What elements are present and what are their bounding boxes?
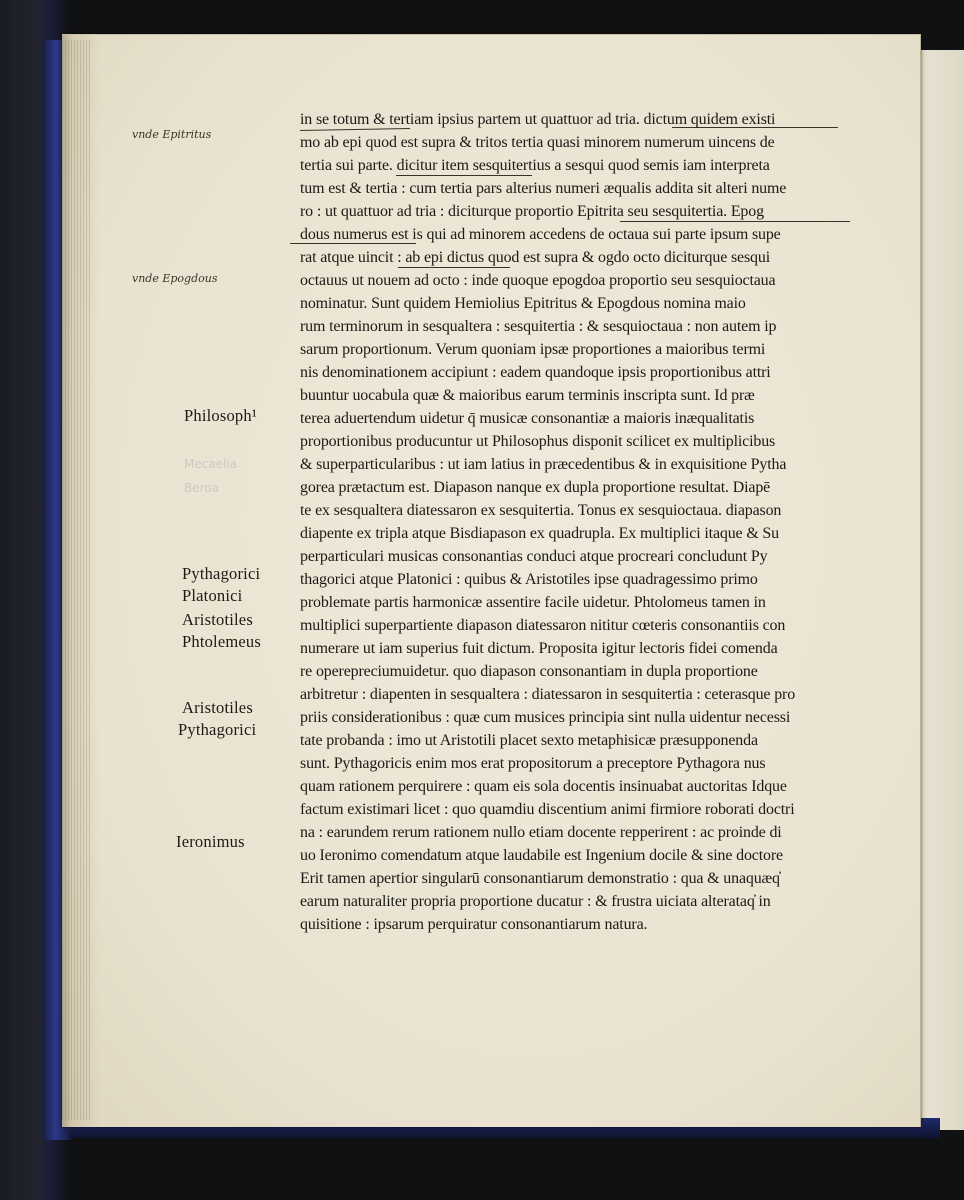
text-line: diapente ex tripla atque Bisdiapason ex quadrupla. Ex multiplici itaque & Su	[300, 524, 780, 542]
margin-name-pythagorici-2: Pythagorici	[178, 720, 257, 739]
text-line: te ex sesqualtera diatessaron ex sesquitertia. Tonus ex sesquioctaua. diapason	[300, 501, 782, 519]
text-line: multiplici superpartiente diapason diatessaron nititur cœteris consonantiis con	[300, 616, 786, 634]
text-line: buuntur uocabula quæ & maioribus earum terminis inscripta sunt. Id præ	[300, 386, 755, 404]
margin-name-aristotiles-2: Aristotiles	[182, 698, 253, 717]
margin-name-pythagorici: Pythagorici	[182, 564, 261, 583]
text-line: nominatur. Sunt quidem Hemiolius Epitritus & Epogdous nomina maio	[300, 294, 746, 312]
main-text-block	[300, 108, 868, 936]
text-line: problemate partis harmonicæ assentire facile uidetur. Phtolomeus tamen in	[300, 593, 766, 611]
text-line: tum est & tertia : cum tertia pars alterius numeri æqualis addita sit alteri nume	[300, 179, 787, 197]
text-line: ro : ut quattuor ad tria : diciturque proportio Epitrita seu sesquitertia. Epog	[300, 202, 764, 220]
text-line: & superparticularibus : ut iam latius in præcedentibus & in exquisitione Pytha	[300, 455, 787, 473]
text-line: thagorici atque Platonici : quibus & Aristotiles ipse quadragessimo primo	[300, 570, 758, 588]
text-line: terea aduertendum uidetur q̄ musicæ consonantiæ a maioris inæqualitatis	[300, 409, 755, 427]
text-line: uo Ieronimo comendatum atque laudabile est Ingenium docile & sine doctore	[300, 846, 783, 864]
text-line: rum terminorum in sesqualtera : sesquitertia : & sesquioctaua : non autem ip	[300, 317, 777, 335]
text-line: numerare ut iam superius fuit dictum. Proposita igitur lectoris fidei comenda	[300, 639, 778, 657]
text-line: quisitione : ipsarum perquiratur consonantiarum natura.	[300, 915, 648, 933]
text-line: Erit tamen apertior singularū consonantiarum demonstratio : qua & unaquæq̓	[300, 869, 780, 887]
margin-name-ieronimus: Ieronimus	[176, 832, 245, 851]
text-line: perparticulari musicas consonantias conduci atque procreari concludunt Py	[300, 547, 768, 565]
text-line: sunt. Pythagoricis enim mos erat propositorum a preceptore Pythagora nus	[300, 754, 766, 772]
text-line: quam rationem perquirere : quam eis sola docentis insinuabat auctoritas Idque	[300, 777, 787, 795]
text-line: priis considerationibus : quæ cum musices principia sint nulla uidentur necessi	[300, 708, 791, 726]
page-gutter-edges	[62, 40, 92, 1120]
text-line: octauus ut nouem ad octo : inde quoque epogdoa proportio seu sesquioctaua	[300, 271, 776, 289]
handwritten-note-epogdous: vnde Epogdous	[132, 272, 218, 285]
text-line: in se totum & tertiam ipsius partem ut quattuor ad tria. dictum quidem existi	[300, 110, 776, 128]
margin-name-platonici: Platonici	[182, 586, 243, 605]
show-through-note: Mecaelia Beroa	[184, 457, 238, 495]
text-line: re operepreciumuidetur. quo diapason consonantiam in dupla proportione	[300, 662, 758, 680]
text-line: tertia sui parte. dicitur item sesquitertius a sesqui quod semis iam interpreta	[300, 156, 770, 174]
handwritten-note-epitritus: vnde Epitritus	[132, 128, 212, 141]
text-line: earum naturaliter propria proportione ducatur : & frustra uiciata alterataq̓ in	[300, 892, 771, 910]
text-line: na : earundem rerum rationem nullo etiam docente repperirent : ac proinde di	[300, 823, 782, 841]
text-line: rat atque uincit : ab epi dictus quod est supra & ogdo octo diciturque sesqui	[300, 248, 770, 266]
text-line: sarum proportionum. Verum quoniam ipsæ proportiones a maioribus termi	[300, 340, 766, 358]
text-line: gorea prætactum est. Diapason nanque ex dupla proportione resultat. Diapē	[300, 478, 771, 496]
text-line: dous numerus est is qui ad minorem accedens de octaua sui parte ipsum supe	[300, 225, 781, 243]
margin-name-philosophus: Philosoph¹	[184, 406, 257, 425]
text-line: nis denominationem accipiunt : eadem quandoque ipsis proportionibus attri	[300, 363, 771, 381]
margin-name-aristotiles: Aristotiles	[182, 610, 253, 629]
text-line: factum existimari licet : quo quamdiu discentium animi firmiore roborati doctri	[300, 800, 795, 818]
margin-name-phtolemeus: Phtolemeus	[182, 632, 261, 651]
text-line: tate probanda : imo ut Aristotili placet sexto metaphisicæ præsupponenda	[300, 731, 758, 749]
text-line: proportionibus producuntur ut Philosophus disponit scilicet ex multiplicibus	[300, 432, 776, 450]
text-line: mo ab epi quod est supra & tritos tertia quasi minorem numerum uincens de	[300, 133, 775, 151]
text-line: arbitretur : diapenten in sesqualtera : diatessaron in sesquitertia : ceterasque pro	[300, 685, 796, 703]
